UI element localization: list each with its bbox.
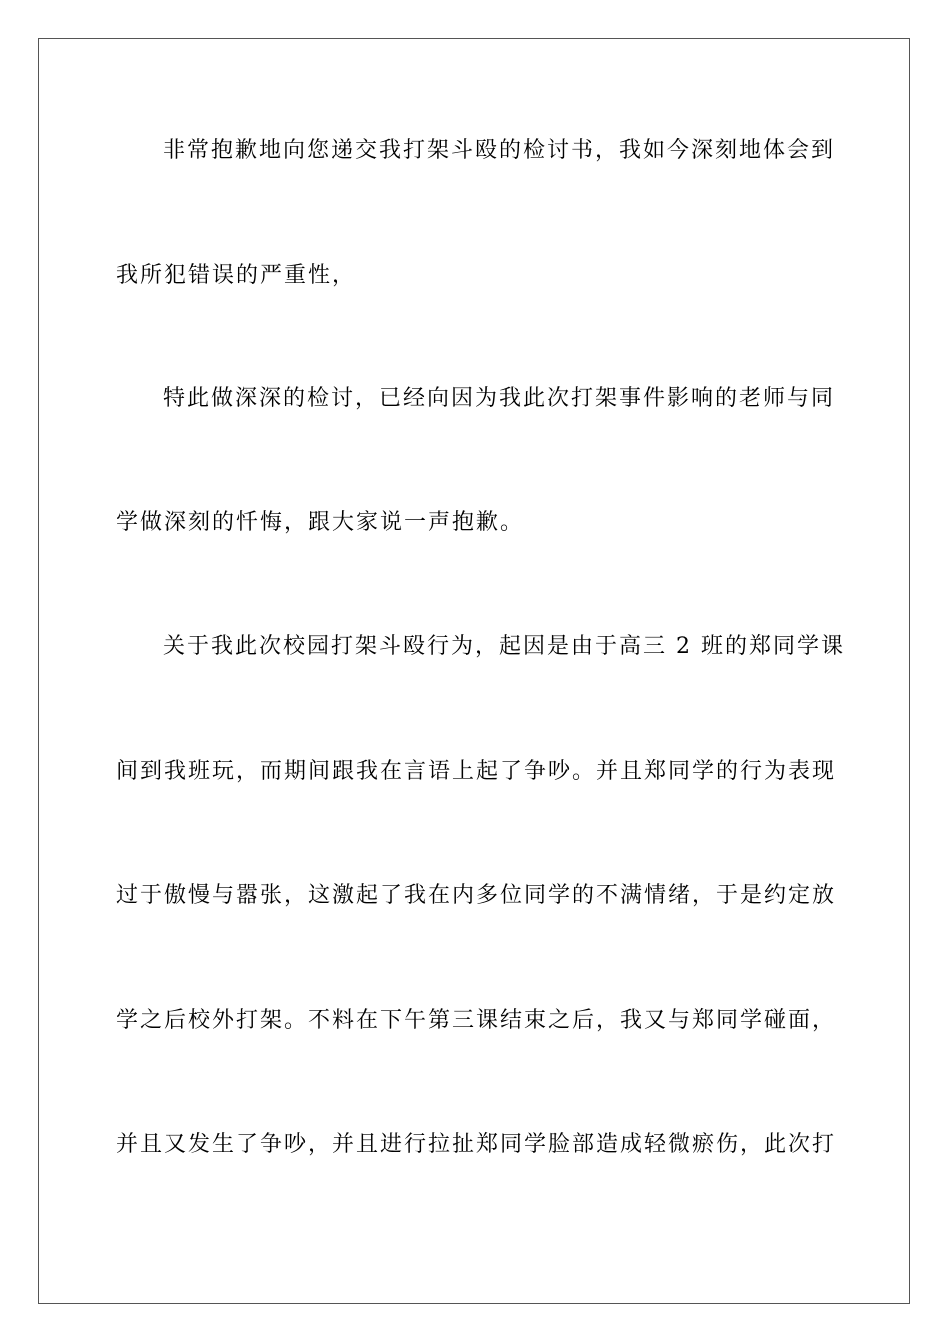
paragraph-3-line-2: 间到我班玩，而期间跟我在言语上起了争吵。并且郑同学的行为表现 bbox=[116, 759, 837, 784]
paragraph-3-line-4: 学之后校外打架。不料在下午第三课结束之后，我又与郑同学碰面， bbox=[116, 1008, 837, 1033]
paragraph-2-line-1: 特此做深深的检讨，已经向因为我此次打架事件影响的老师与同 bbox=[163, 386, 836, 411]
paragraph-2-line-2: 学做深刻的忏悔，跟大家说一声抱歉。 bbox=[116, 510, 525, 535]
paragraph-3-line-3: 过于傲慢与嚣张，这激起了我在内多位同学的不满情绪，于是约定放 bbox=[116, 883, 837, 908]
paragraph-1-line-1: 非常抱歉地向您递交我打架斗殴的检讨书，我如今深刻地体会到 bbox=[163, 138, 836, 163]
page-border bbox=[38, 38, 910, 1304]
paragraph-3-line-5: 并且又发生了争吵，并且进行拉扯郑同学脸部造成轻微瘀伤，此次打 bbox=[116, 1132, 837, 1157]
paragraph-1-line-2: 我所犯错误的严重性， bbox=[116, 263, 357, 288]
paragraph-3-line-1: 关于我此次校园打架斗殴行为，起因是由于高三 2 班的郑同学课 bbox=[163, 634, 845, 659]
